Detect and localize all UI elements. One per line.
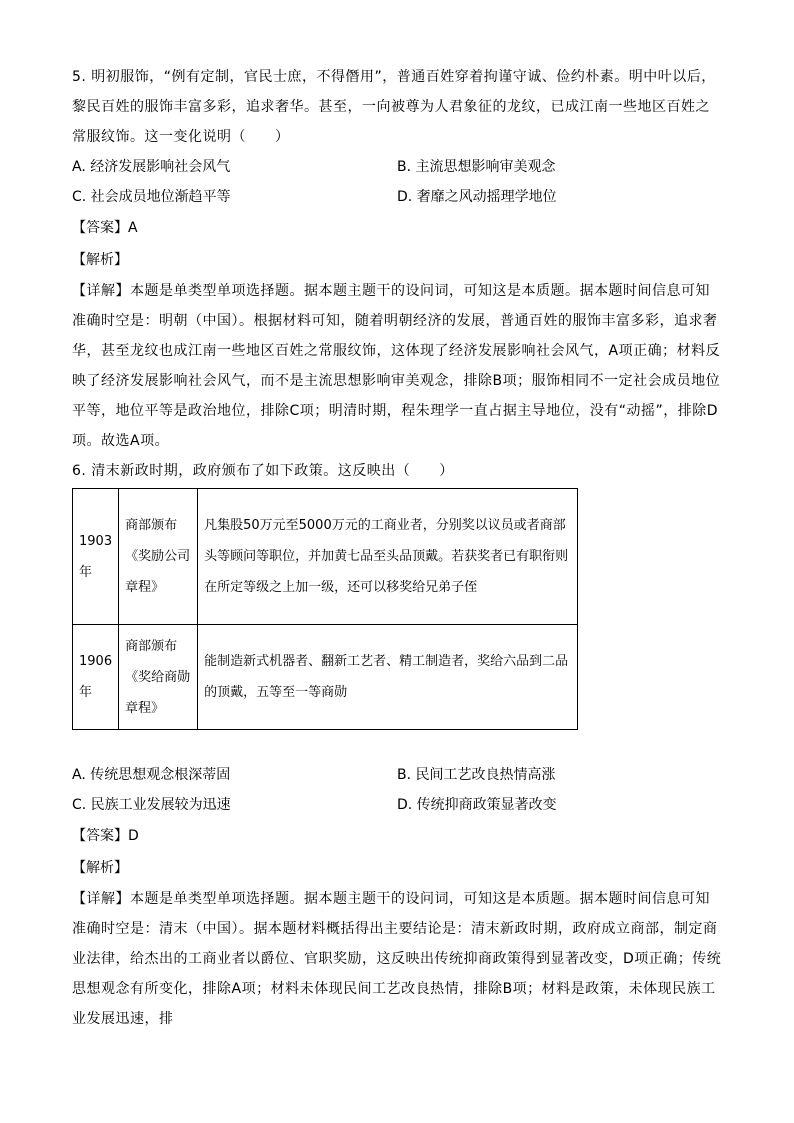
q5-option-b: B. 主流思想影响审美观念 <box>397 159 556 175</box>
q6-answer: 【答案】D <box>72 828 139 844</box>
table-cell-year: 1903年 <box>73 489 119 625</box>
table-row <box>73 625 578 730</box>
q5-option-d: D. 奢靡之风动摇理学地位 <box>397 189 557 205</box>
table-cell-content: 能制造新式机器者、翻新工艺者、精工制造者，奖给六品到二品的顶戴，五等至一等商勋 <box>198 625 578 730</box>
policy-table <box>72 488 578 730</box>
q5-option-a: A. 经济发展影响社会风气 <box>72 159 231 175</box>
q5-option-c: C. 社会成员地位渐趋平等 <box>72 189 231 205</box>
q5-options <box>72 152 722 212</box>
q5-answer: 【答案】A <box>72 220 138 236</box>
q5-stem: 5. 明初服饰，“例有定制，官民士庶，不得僭用”，普通百姓穿着拘谨守诚、俭约朴素。明中叶以后，黎民百姓的服饰丰富多彩，追求奢华。甚至，一向被尊为人君象征的龙纹，已成江南一些地区百姓之常服纹饰。这一变化说明（ ） <box>72 69 716 145</box>
q6-analysis-label: 【解析】 <box>72 860 128 876</box>
q5-analysis-label: 【解析】 <box>72 252 128 268</box>
table-cell-dept: 商部颁布《奖励公司章程》 <box>119 489 198 625</box>
table-cell-dept: 商部颁布《奖给商勋章程》 <box>119 625 198 730</box>
q6-option-b: B. 民间工艺改良热情高涨 <box>397 767 556 783</box>
table-row <box>73 489 578 625</box>
q5-detail: 【详解】本题是单类型单项选择题。据本题主题干的设问词，可知这是本质题。据本题时间信息可知准确时空是：明朝（中国）。根据材料可知，随着明朝经济的发展，普通百姓的服饰丰富多彩，追求奢华，甚至龙纹也成江南一些地区百姓之常服纹饰，这体现了经济发展影响社会风气，A项正确；材料反映了经济发展影响社会风气，而不是主流思想影响审美观念，排除B项；服饰相同不一定社会成员地位平等，地位平等是政治地位，排除C项；明清时期，程朱理学一直占据主导地位，没有“动摇”，排除D项。故选A项。 <box>72 283 721 449</box>
q6-option-c: C. 民族工业发展较为迅速 <box>72 797 231 813</box>
q6-option-d: D. 传统抑商政策显著改变 <box>397 797 557 813</box>
q6-detail: 【详解】本题是单类型单项选择题。据本题主题干的设问词，可知这是本质题。据本题时间信息可知准确时空是：清末（中国）。据本题材料概括得出主要结论是：清末新政时期，政府成立商部，制定商业法律，给杰出的工商业者以爵位、官职奖励，这反映出传统抑商政策得到显著改变，D项正确；传统思想观念有所变化，排除A项；材料未体现民间工艺改良热情，排除B项；材料是政策，未体现民族工业发展迅速，排 <box>72 891 722 1027</box>
q6-option-a: A. 传统思想观念根深蒂固 <box>72 767 231 783</box>
q6-stem: 6. 清末新政时期，政府颁布了如下政策。这反映出（ ） <box>72 463 454 479</box>
q6-options <box>72 760 722 820</box>
table-cell-year: 1906年 <box>73 625 119 730</box>
table-cell-content: 凡集股50万元至5000万元的工商业者，分别奖以议员或者商部头等顾问等职位，并加黄七品至头品顶戴。若获奖者已有职衔则在所定等级之上加一级，还可以移奖给兄弟子侄 <box>198 489 578 625</box>
document-page <box>72 62 722 1034</box>
